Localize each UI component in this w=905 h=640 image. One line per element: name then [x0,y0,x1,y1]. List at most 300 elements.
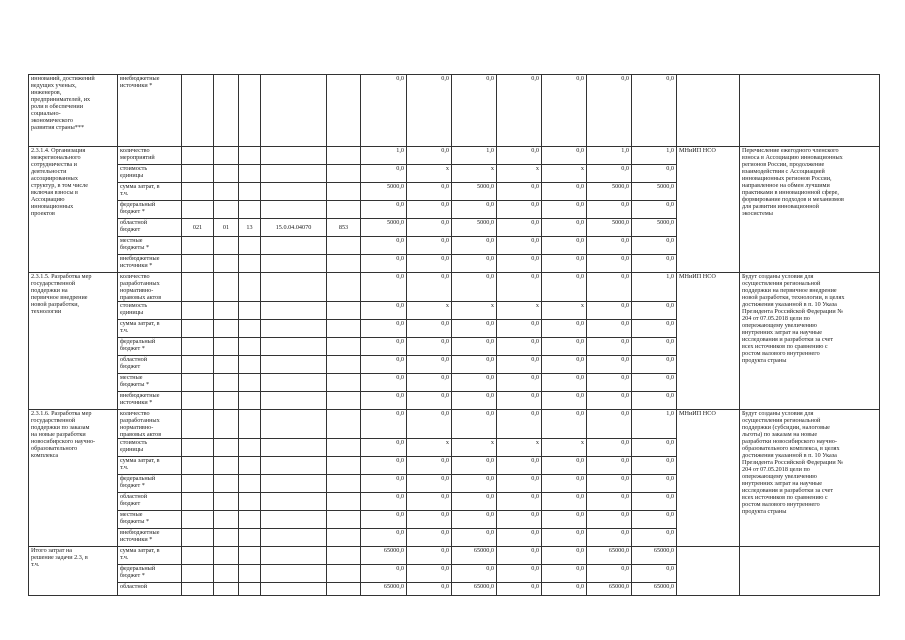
value-cell: 0,0 [542,255,587,273]
executor-cell: МНиИП НСО [677,147,740,273]
indicator-label-line: стоимость [120,302,148,309]
value-cell: 0,0 [361,475,407,493]
indicator-label-line: т.ч. [120,554,129,561]
budget-code-cell [239,201,261,219]
budget-code-cell [182,183,214,201]
value-cell: 0,0 [407,183,452,201]
value-cell: 0,0 [407,75,452,147]
budget-code-cell [182,457,214,475]
expected-result-line: опережающему увеличению [742,473,817,480]
value-cell: 0,0 [497,475,542,493]
budget-code-cell [327,320,361,338]
value-cell: 0,0 [497,565,542,583]
measure-name-line: ведущих ученых, [31,82,77,89]
measure-name-cell [29,273,118,410]
budget-code-cell [182,273,214,302]
measure-name-line: 2.3.1.6. Разработка мер [31,410,92,417]
measure-name-line: Итого затрат на [31,547,73,554]
value-cell: 65000,0 [632,583,677,596]
value-cell: 0,0 [497,255,542,273]
indicator-label-line: источники * [120,536,153,543]
indicator-label-cell [118,255,182,273]
indicator-label-line: внебюджетные [120,255,160,262]
indicator-label-line: сумма затрат, в [120,183,160,190]
budget-code-cell [214,475,239,493]
budget-code-cell [239,255,261,273]
budget-code-cell [214,320,239,338]
value-cell: 0,0 [361,273,407,302]
value-cell: 5000,0 [632,183,677,201]
value-cell: 0,0 [497,201,542,219]
value-cell: 0,0 [361,374,407,392]
indicator-label-cell [118,547,182,565]
value-cell: 1,0 [361,147,407,165]
budget-code-cell [327,475,361,493]
indicator-label-line: федеральный [120,565,156,572]
budget-code-cell [239,565,261,583]
indicator-label-line: сумма затрат, в [120,547,160,554]
budget-code-cell [239,511,261,529]
expected-result-line: достижения указанной в п. 10 Указа [742,301,837,308]
indicator-label-line: внебюджетные [120,75,160,82]
value-cell: 0,0 [542,392,587,410]
indicator-label-line: т.ч. [120,190,129,197]
measure-name-line: новой разработки, [31,301,80,308]
value-cell: 5000,0 [452,183,497,201]
indicator-label-line: бюджеты * [120,244,150,251]
budget-code-cell [182,493,214,511]
indicator-label-line: областной [120,583,148,590]
indicator-label-line: разработанных [120,417,160,424]
indicator-label-cell [118,219,182,237]
value-cell: 0,0 [452,201,497,219]
indicator-label-line: бюджет * [120,208,145,215]
budget-code-cell: 13 [239,219,261,237]
indicator-label-line: местные [120,511,143,518]
value-cell: 0,0 [407,565,452,583]
value-cell: 0,0 [587,320,632,338]
executor-cell [677,547,740,596]
budget-code-cell [239,320,261,338]
expected-result-line: 204 от 07.05.2018 цели по [742,466,810,473]
measure-name-line: сотрудничества и [31,161,77,168]
expected-result-cell [740,547,880,596]
budget-code-cell [214,529,239,547]
value-cell: 1,0 [632,147,677,165]
value-cell: 0,0 [407,475,452,493]
budget-code-cell [327,392,361,410]
measure-name-line: структур, в том числе [31,182,88,189]
budget-code-cell [327,183,361,201]
value-cell: 0,0 [361,255,407,273]
indicator-label-cell [118,374,182,392]
value-cell: 5000,0 [632,219,677,237]
budget-code-cell [214,183,239,201]
budget-code-cell [214,439,239,457]
indicator-label-cell [118,529,182,547]
indicator-label-cell [118,457,182,475]
budget-code-cell [239,165,261,183]
expected-result-line: образовательного комплекса, в целях [742,445,840,452]
measure-name-line: образовательного [31,445,78,452]
indicator-label-line: единицы [120,309,144,316]
expected-result-line: Президента Российской Федерации № [742,459,844,466]
value-cell: 0,0 [452,320,497,338]
value-cell: 0,0 [542,273,587,302]
budget-code-cell [261,320,327,338]
value-cell: 0,0 [542,374,587,392]
measure-name-line: государственной [31,280,76,287]
budget-code-cell: 853 [327,219,361,237]
budget-code-cell [182,410,214,439]
value-cell: 0,0 [497,547,542,565]
expected-result-line: исследования и разработки за счет [742,487,834,494]
value-cell: 0,0 [587,255,632,273]
budget-code-cell [214,410,239,439]
budget-code-cell [261,565,327,583]
value-cell: 0,0 [542,583,587,596]
table-row [29,410,880,439]
measure-name-cell [29,75,118,147]
budget-code-cell [239,475,261,493]
expected-result-line: исследования и разработки за счет [742,336,834,343]
budget-code-cell [327,237,361,255]
indicator-label-line: местные [120,237,143,244]
budget-code-cell [182,529,214,547]
indicator-label-line: правовых актов [120,431,162,438]
value-cell: 0,0 [542,565,587,583]
value-cell: 5000,0 [361,183,407,201]
indicator-label-line: стоимость [120,165,148,172]
value-cell: 0,0 [587,302,632,320]
value-cell: 0,0 [497,338,542,356]
budget-code-cell [239,439,261,457]
value-cell: х [497,165,542,183]
value-cell: 0,0 [632,75,677,147]
value-cell: 65000,0 [452,547,497,565]
value-cell: 0,0 [407,457,452,475]
budget-code-cell [327,165,361,183]
value-cell: 0,0 [361,439,407,457]
indicator-label-line: бюджет [120,226,141,233]
value-cell: 0,0 [452,457,497,475]
budget-code-cell [327,338,361,356]
value-cell: 0,0 [632,439,677,457]
value-cell: 0,0 [632,201,677,219]
budget-code-cell [261,410,327,439]
value-cell: х [407,302,452,320]
value-cell: 0,0 [632,320,677,338]
indicator-label-cell [118,493,182,511]
value-cell: 0,0 [361,457,407,475]
expected-result-line: внутренних затрат на научные [742,480,823,487]
value-cell: 0,0 [632,565,677,583]
measure-name-line: новосибирского научно- [31,438,96,445]
budget-code-cell [214,237,239,255]
value-cell: 0,0 [361,165,407,183]
value-cell: 0,0 [632,338,677,356]
budget-code-cell [327,529,361,547]
value-cell: 0,0 [407,547,452,565]
budget-code-cell [239,273,261,302]
budget-code-cell [214,201,239,219]
measure-name-line: инженеров, [31,89,62,96]
measure-name-cell [29,547,118,596]
budget-code-cell [239,75,261,147]
budget-code-cell [261,457,327,475]
value-cell: 0,0 [407,201,452,219]
value-cell: 0,0 [587,273,632,302]
table-row [29,75,880,147]
value-cell: 0,0 [407,374,452,392]
indicator-label-cell [118,201,182,219]
indicator-label-cell [118,356,182,374]
indicator-label-cell [118,75,182,147]
budget-code-cell [261,183,327,201]
measure-name-line: иннований, достижений [31,75,95,82]
value-cell: 0,0 [587,565,632,583]
indicator-label-line: мероприятий [120,154,155,161]
expected-result-line: Будут созданы условия для [742,273,814,280]
value-cell: 0,0 [407,529,452,547]
value-cell: 0,0 [587,439,632,457]
value-cell: 0,0 [542,457,587,475]
budget-code-cell [214,493,239,511]
budget-code-cell [261,511,327,529]
indicator-label-line: источники * [120,399,153,406]
indicator-label-line: бюджеты * [120,381,150,388]
value-cell: 0,0 [407,219,452,237]
budget-code-cell [261,302,327,320]
budget-code-cell [261,529,327,547]
measure-name-line: решение задачи 2.3, в [31,554,88,561]
value-cell: 0,0 [587,392,632,410]
budget-code-cell [214,511,239,529]
expected-result-cell [740,410,880,547]
indicator-label-line: единицы [120,446,144,453]
measure-name-line: поддержки на [31,287,68,294]
budget-code-cell [182,338,214,356]
expected-result-line: всех источников по сравнению с [742,343,828,350]
indicator-label-cell [118,565,182,583]
value-cell: 0,0 [497,511,542,529]
value-cell: 0,0 [407,237,452,255]
value-cell: 0,0 [452,529,497,547]
indicator-label-cell [118,147,182,165]
budget-code-cell [327,493,361,511]
table-row [29,547,880,565]
indicator-label-line: количество [120,273,150,280]
value-cell: 0,0 [497,273,542,302]
budget-code-cell [239,529,261,547]
measure-name-line: 2.3.1.4. Организация [31,147,86,154]
budget-code-cell [214,302,239,320]
budget-code-cell [261,147,327,165]
value-cell: 65000,0 [361,547,407,565]
value-cell: 65000,0 [361,583,407,596]
measure-name-line: межрегионального [31,154,81,161]
value-cell: 0,0 [497,183,542,201]
budget-code-cell [261,493,327,511]
measure-name-line: инновационных [31,203,74,210]
budget-code-cell [239,356,261,374]
value-cell: 0,0 [632,511,677,529]
budget-code-cell [214,165,239,183]
value-cell: 1,0 [587,147,632,165]
value-cell: 0,0 [407,147,452,165]
value-cell: 0,0 [587,75,632,147]
budget-code-cell [214,255,239,273]
value-cell: 0,0 [542,219,587,237]
budget-code-cell [182,392,214,410]
budget-code-cell [182,75,214,147]
budget-code-cell [182,356,214,374]
value-cell: 0,0 [361,201,407,219]
value-cell: 0,0 [361,75,407,147]
value-cell: 0,0 [587,338,632,356]
value-cell: х [407,439,452,457]
budget-code-cell [261,439,327,457]
indicator-label-line: т.ч. [120,464,129,471]
budget-code-cell [182,439,214,457]
measure-name-line: социально- [31,110,61,117]
indicator-label-cell [118,183,182,201]
budget-code-cell [327,201,361,219]
budget-code-cell [182,475,214,493]
value-cell: 0,0 [542,356,587,374]
expected-result-cell [740,273,880,410]
indicator-label-line: единицы [120,172,144,179]
value-cell: 0,0 [361,410,407,439]
budget-table-sheet [28,74,880,596]
value-cell: 5000,0 [587,219,632,237]
value-cell: 0,0 [497,219,542,237]
value-cell: 0,0 [407,410,452,439]
expected-result-line: взноса в Ассоциацию инновационных [742,154,843,161]
budget-code-cell [327,583,361,596]
indicator-label-line: областной [120,219,148,226]
budget-code-cell [327,255,361,273]
value-cell: 0,0 [587,511,632,529]
expected-result-line: опережающему увеличению [742,322,817,329]
value-cell: х [542,165,587,183]
budget-code-cell [182,565,214,583]
value-cell: 0,0 [587,201,632,219]
indicator-label-line: нормативно- [120,287,154,294]
budget-code-cell [214,356,239,374]
budget-code-cell [327,356,361,374]
value-cell: 0,0 [497,75,542,147]
value-cell: 0,0 [632,529,677,547]
budget-code-cell [327,374,361,392]
value-cell: х [542,302,587,320]
value-cell: х [542,439,587,457]
value-cell: 65000,0 [632,547,677,565]
value-cell: 0,0 [361,493,407,511]
value-cell: 0,0 [407,356,452,374]
table-row [29,273,880,302]
value-cell: х [452,439,497,457]
value-cell: 0,0 [632,493,677,511]
expected-result-cell [740,147,880,273]
indicator-label-line: внебюджетные [120,529,160,536]
value-cell: 5000,0 [361,219,407,237]
value-cell: 0,0 [542,410,587,439]
value-cell: 0,0 [407,511,452,529]
value-cell: 0,0 [497,457,542,475]
measure-name-line: предпринимателей, их [31,96,91,103]
value-cell: 0,0 [587,165,632,183]
indicator-label-cell [118,475,182,493]
indicator-label-cell [118,583,182,596]
budget-code-cell [239,338,261,356]
table-row [29,147,880,165]
measure-name-cell [29,410,118,547]
value-cell: 0,0 [542,320,587,338]
indicator-label-line: т.ч. [120,327,129,334]
value-cell: 0,0 [542,338,587,356]
measure-name-line: экономического [31,117,73,124]
budget-code-cell [327,75,361,147]
indicator-label-line: внебюджетные [120,392,160,399]
value-cell: 0,0 [452,410,497,439]
budget-code-cell [239,374,261,392]
measure-name-line: на новые разработки [31,431,86,438]
indicator-label-line: федеральный [120,201,156,208]
expected-result-line: Будут созданы условия для [742,410,814,417]
budget-code-cell: 15.0.04.04070 [261,219,327,237]
budget-code-cell [214,374,239,392]
budget-code-cell [261,583,327,596]
budget-code-cell [182,320,214,338]
value-cell: х [452,165,497,183]
budget-code-cell [182,583,214,596]
indicator-label-line: количество [120,410,150,417]
value-cell: х [407,165,452,183]
budget-code-cell [261,338,327,356]
indicator-label-line: областной [120,356,148,363]
value-cell: 0,0 [361,565,407,583]
expected-result-line: осуществления региональной [742,417,821,424]
value-cell: 0,0 [587,457,632,475]
expected-result-line: поддержки (субсидии, налоговые [742,424,830,431]
budget-code-cell [239,410,261,439]
indicator-label-line: бюджет * [120,572,145,579]
value-cell: 0,0 [632,237,677,255]
indicator-label-line: нормативно- [120,424,154,431]
budget-code-cell [239,183,261,201]
indicator-label-cell [118,320,182,338]
value-cell: 0,0 [452,475,497,493]
budget-code-cell [261,356,327,374]
budget-code-cell [214,273,239,302]
measure-name-line: развития страны*** [31,124,85,131]
budget-code-cell [214,565,239,583]
measure-name-line: 2.3.1.5. Разработка мер [31,273,92,280]
budget-code-cell [239,547,261,565]
indicator-label-line: источники * [120,262,153,269]
budget-code-cell [182,374,214,392]
indicator-label-cell [118,273,182,302]
indicator-label-line: стоимость [120,439,148,446]
value-cell: 0,0 [452,392,497,410]
value-cell: 0,0 [361,237,407,255]
expected-result-line: ростом валового внутреннего [742,501,820,508]
executor-cell: МНиИП НСО [677,410,740,547]
expected-result-line: достижения указанной в п. 10 Указа [742,452,837,459]
value-cell: 0,0 [497,529,542,547]
budget-code-cell [239,493,261,511]
